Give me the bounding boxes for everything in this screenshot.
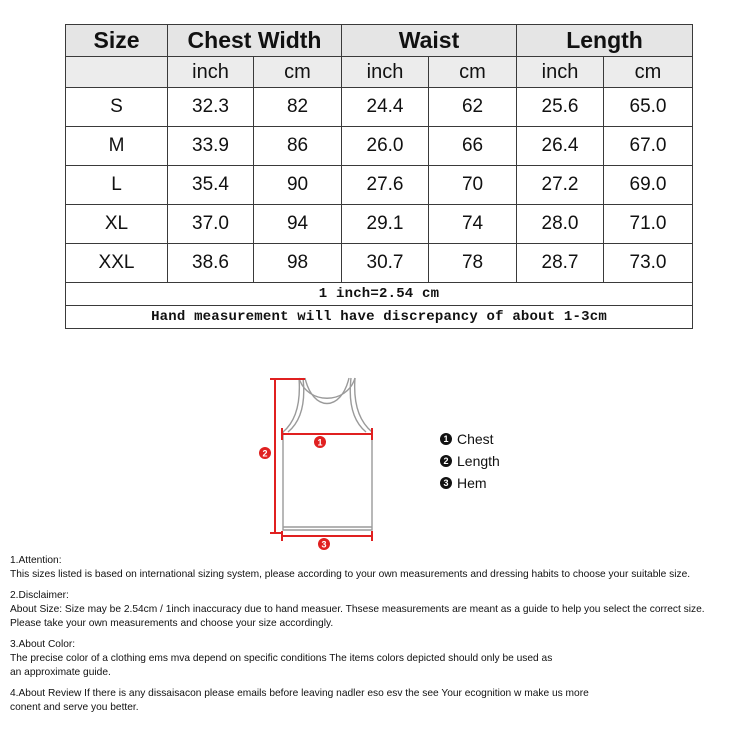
svg-text:1: 1 [317, 437, 323, 448]
table-row [66, 127, 693, 166]
legend-item-length [440, 450, 500, 472]
tank-top-outline-icon [255, 370, 395, 555]
waist-cm-cell: 70 [429, 166, 517, 205]
note-text: an approximate guide. [10, 667, 111, 678]
table-row [66, 205, 693, 244]
note-disclaimer [10, 589, 745, 631]
length-cm-cell: 65.0 [604, 88, 693, 127]
conversion-row [66, 283, 693, 306]
note-title: 1.Attention: [10, 555, 62, 566]
waist-inch-cell: 24.4 [342, 88, 429, 127]
number-three-icon: 3 [440, 477, 452, 489]
diagram-legend [440, 428, 500, 494]
note-title: 2.Disclaimer: [10, 590, 69, 601]
number-one-icon: 1 [440, 433, 452, 445]
table-row [66, 244, 693, 283]
length-inch-cell: 28.0 [517, 205, 604, 244]
length-inch-cell: 25.6 [517, 88, 604, 127]
note-title: 3.About Color: [10, 639, 76, 650]
legend-label: Chest [457, 431, 494, 447]
chest-inch-cell: 35.4 [168, 166, 254, 205]
chest-inch-cell: 38.6 [168, 244, 254, 283]
size-cell: M [66, 127, 168, 166]
marker-chest-icon [314, 436, 326, 448]
unit-row [66, 57, 693, 88]
note-text: 4.About Review If there is any dissaisacon please emails before leaving nadler eso esv the see Your ecognition w make us more [10, 688, 589, 699]
legend-item-chest [440, 428, 500, 450]
number-two-icon: 2 [440, 455, 452, 467]
chest-inch-cell: 37.0 [168, 205, 254, 244]
note-text: Please take your own measurements and choose your size accordingly. [10, 618, 334, 629]
length-cm-cell: 69.0 [604, 166, 693, 205]
size-cell: XXL [66, 244, 168, 283]
note-review [10, 687, 745, 715]
unit-waist-inch: inch [342, 57, 429, 88]
unit-waist-cm: cm [429, 57, 517, 88]
legend-label: Length [457, 453, 500, 469]
marker-length-icon [259, 447, 271, 459]
discrepancy-row [66, 306, 693, 329]
note-color [10, 638, 745, 680]
header-chest-width: Chest Width [168, 25, 342, 57]
note-text: About Size: Size may be 2.54cm / 1inch inaccuracy due to hand measuer. Thsese measurements are meant as a guide to help you select the correct size. [10, 604, 705, 615]
conversion-note: 1 inch=2.54 cm [66, 283, 693, 306]
table-row [66, 166, 693, 205]
size-cell: L [66, 166, 168, 205]
waist-cm-cell: 74 [429, 205, 517, 244]
size-cell: XL [66, 205, 168, 244]
chest-cm-cell: 98 [254, 244, 342, 283]
note-text: This sizes listed is based on international sizing system, please according to your own measurements and dressing habits to choose your suitable size. [10, 569, 691, 580]
chest-cm-cell: 82 [254, 88, 342, 127]
note-text: The precise color of a clothing ems mva depend on specific conditions The items colors depicted should only be used as [10, 653, 553, 664]
waist-inch-cell: 26.0 [342, 127, 429, 166]
discrepancy-note: Hand measurement will have discrepancy of about 1-3cm [66, 306, 693, 329]
note-attention [10, 554, 745, 582]
waist-inch-cell: 29.1 [342, 205, 429, 244]
unit-length-inch: inch [517, 57, 604, 88]
size-chart-table [65, 24, 693, 329]
header-waist: Waist [342, 25, 517, 57]
unit-blank [66, 57, 168, 88]
length-inch-cell: 26.4 [517, 127, 604, 166]
svg-text:2: 2 [262, 448, 268, 459]
chest-cm-cell: 94 [254, 205, 342, 244]
waist-cm-cell: 78 [429, 244, 517, 283]
chest-inch-cell: 32.3 [168, 88, 254, 127]
unit-chest-inch: inch [168, 57, 254, 88]
length-cm-cell: 71.0 [604, 205, 693, 244]
length-cm-cell: 73.0 [604, 244, 693, 283]
chest-inch-cell: 33.9 [168, 127, 254, 166]
waist-cm-cell: 66 [429, 127, 517, 166]
chest-cm-cell: 90 [254, 166, 342, 205]
marker-hem-icon [318, 538, 330, 550]
length-inch-cell: 27.2 [517, 166, 604, 205]
unit-length-cm: cm [604, 57, 693, 88]
legend-item-hem [440, 472, 500, 494]
header-length: Length [517, 25, 693, 57]
unit-chest-cm: cm [254, 57, 342, 88]
tank-top-diagram [255, 370, 395, 555]
notes-section [10, 554, 745, 722]
length-cm-cell: 67.0 [604, 127, 693, 166]
legend-label: Hem [457, 475, 487, 491]
header-size: Size [66, 25, 168, 57]
size-cell: S [66, 88, 168, 127]
note-text: conent and serve you better. [10, 702, 139, 713]
table-row [66, 88, 693, 127]
svg-text:3: 3 [321, 539, 327, 550]
waist-cm-cell: 62 [429, 88, 517, 127]
waist-inch-cell: 27.6 [342, 166, 429, 205]
header-row [66, 25, 693, 57]
length-inch-cell: 28.7 [517, 244, 604, 283]
waist-inch-cell: 30.7 [342, 244, 429, 283]
chest-cm-cell: 86 [254, 127, 342, 166]
